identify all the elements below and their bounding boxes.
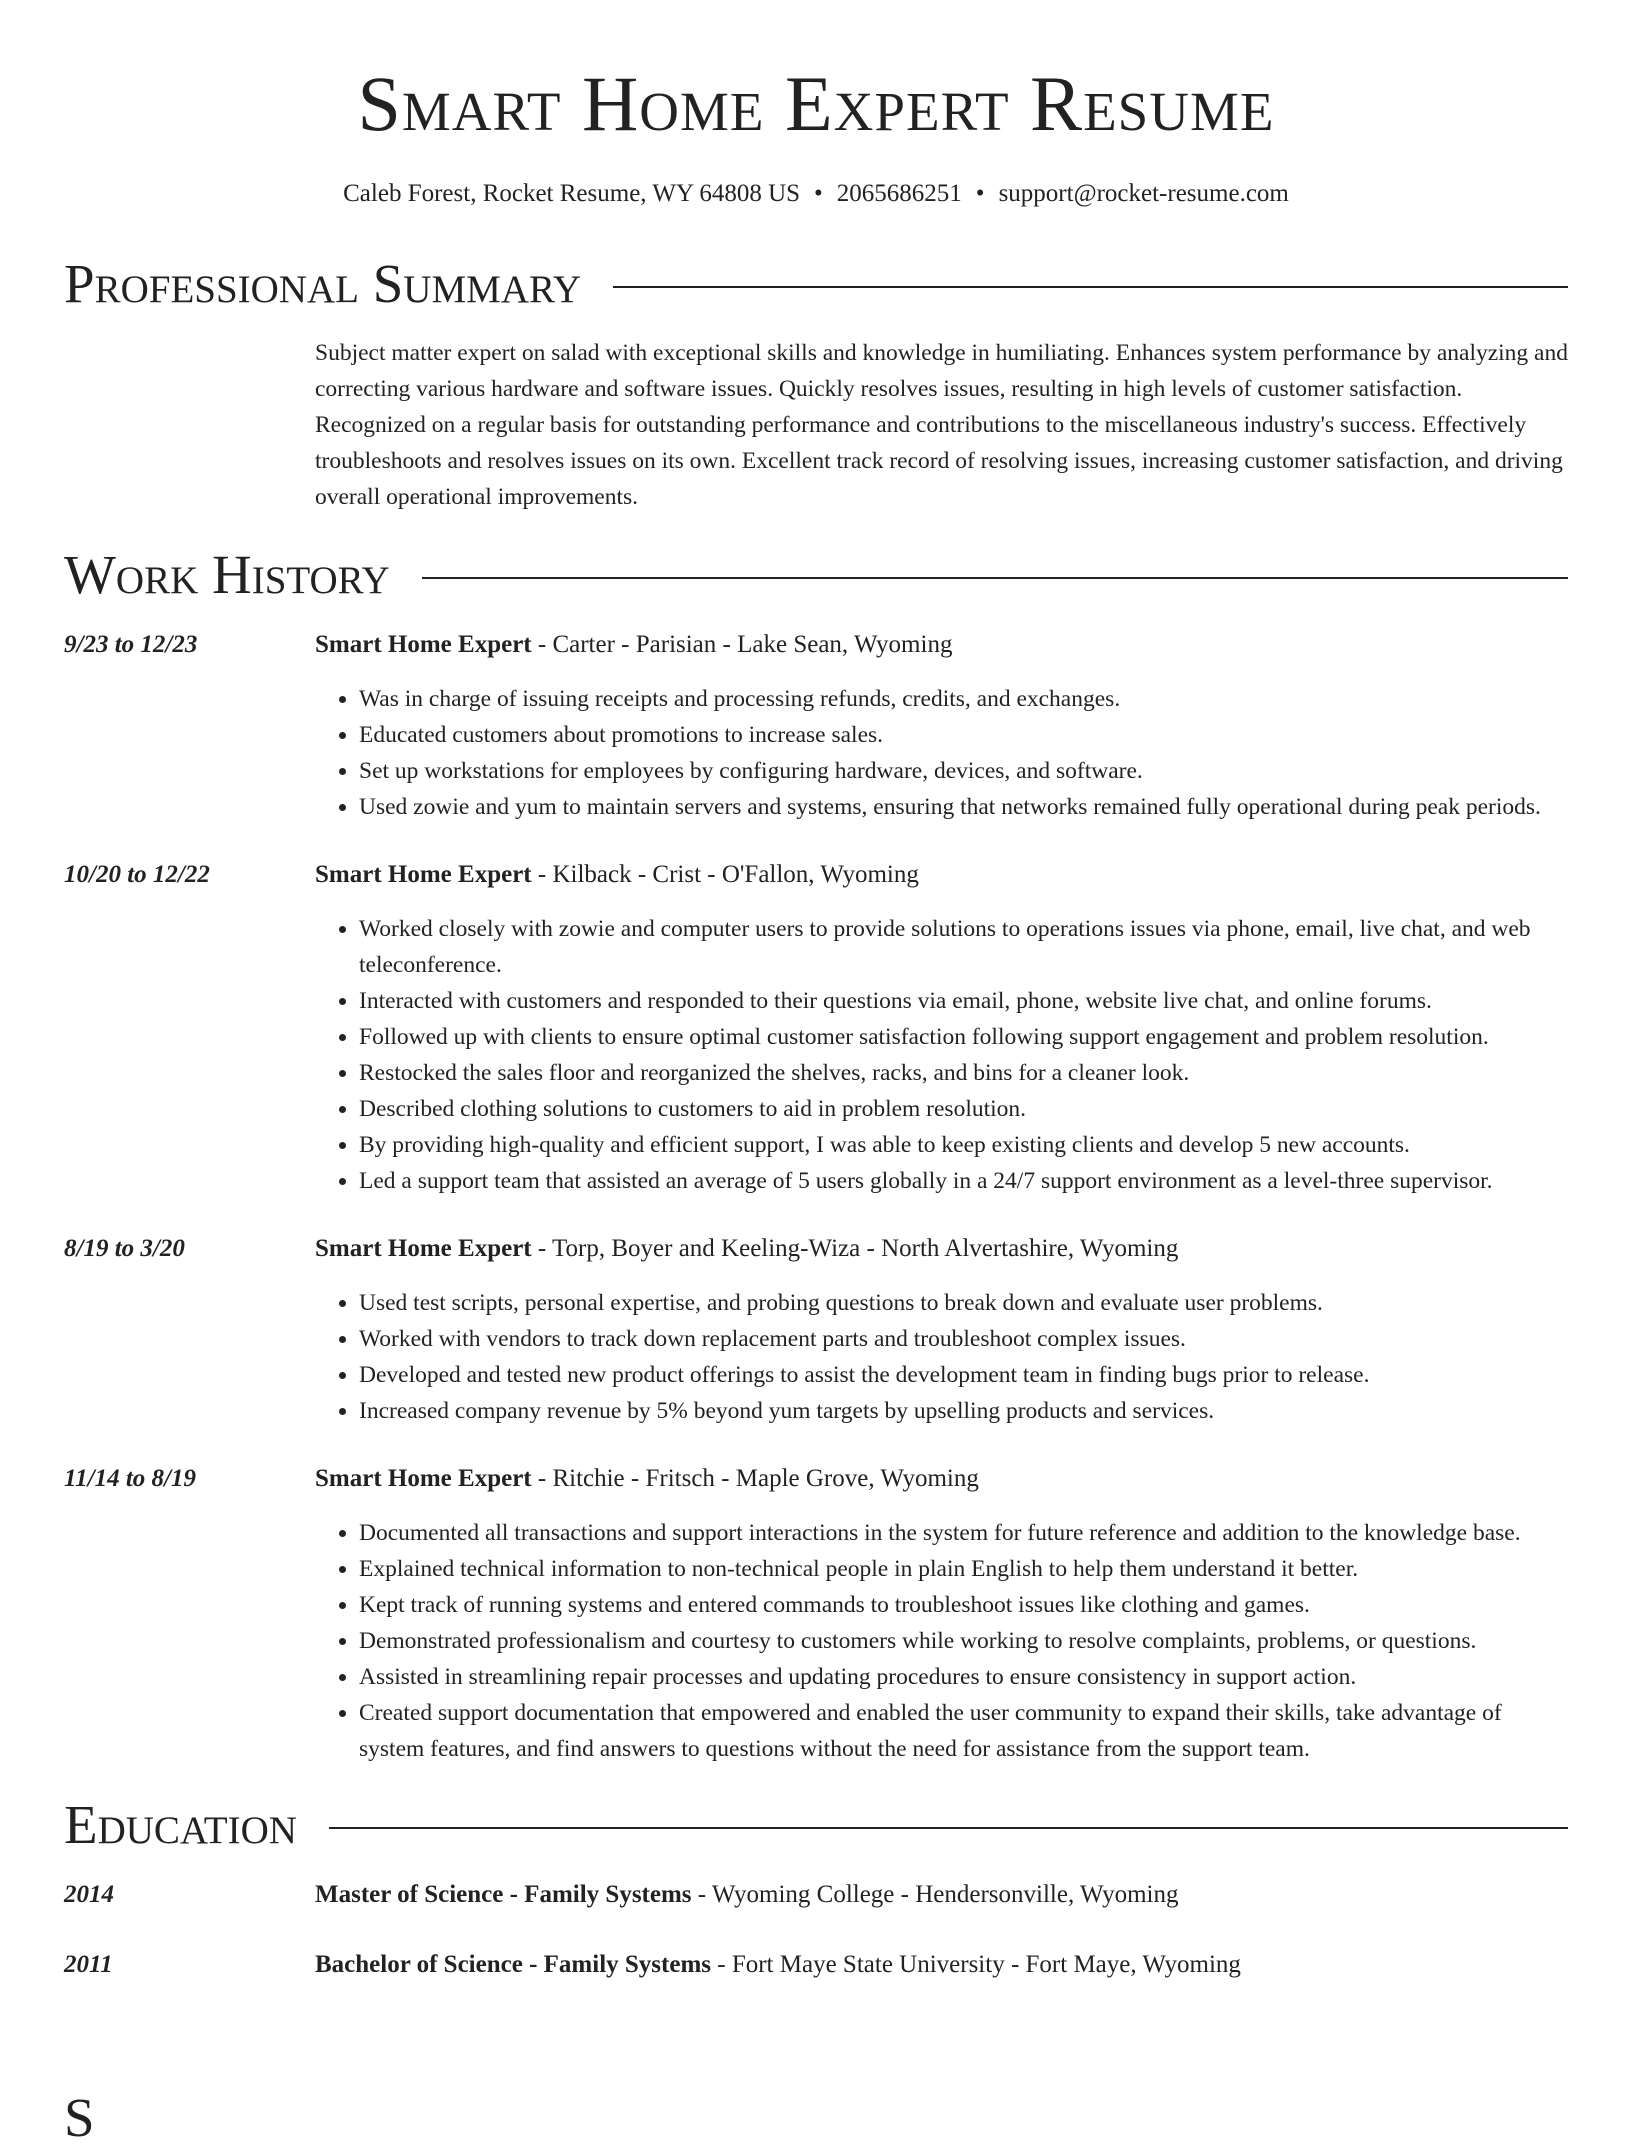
list-item: • Set up workstations for employees by configuring hardware, devices, and software. [359,753,1568,789]
job-heading [315,1231,1568,1267]
list-item: • Kept track of running systems and entered commands to troubleshoot issues like clothing and games. [359,1587,1568,1623]
section-heading: Professional Summary [64,253,582,314]
list-item: • Interacted with customers and responded to their questions via email, phone, website live chat, and online forums. [359,983,1568,1019]
list-item: • Was in charge of issuing receipts and processing refunds, credits, and exchanges. [359,681,1568,717]
list-item: • Restocked the sales floor and reorganized the shelves, racks, and bins for a cleaner look. [359,1055,1568,1091]
list-item: • Documented all transactions and support interactions in the system for future reference and addition to the knowledge base. [359,1515,1568,1551]
contact-separator: • [975,180,985,207]
job-body [315,1231,1568,1429]
education-body [315,1947,1241,1983]
job-employer: - Carter - Parisian - Lake Sean, Wyoming [531,631,953,658]
job-body [315,627,1568,825]
job-entry [64,627,1568,825]
job-bullets [315,911,1568,1199]
job-title: Smart Home Expert [315,631,532,658]
education-entry [64,1947,1568,1983]
list-item: • Led a support team that assisted an average of 5 users globally in a 24/7 support environment as a level-three supervisor. [359,1163,1568,1199]
job-title: Smart Home Expert [315,1235,532,1262]
list-item: • Created support documentation that empowered and enabled the user community to expand their skills, take advantage of system features, and find answers to questions without the need for assistance from the support team. [359,1695,1568,1767]
education-school: - Fort Maye State University - Fort Maye, Wyoming [711,1951,1241,1978]
list-item: • Worked closely with zowie and computer users to provide solutions to operations issues via phone, email, live chat, and web teleconference. [359,911,1568,983]
list-item: • By providing high-quality and efficient support, I was able to keep existing clients and develop 5 new accounts. [359,1127,1568,1163]
job-entry [64,1461,1568,1767]
job-bullets [315,1515,1568,1767]
education-degree: Master of Science - Family Systems [315,1881,692,1908]
job-bullets [315,1285,1568,1429]
job-entry [64,1231,1568,1429]
list-item: • Assisted in streamlining repair processes and updating procedures to ensure consistency in support action. [359,1659,1568,1695]
section-divider [329,1827,1568,1829]
list-item: • Used zowie and yum to maintain servers and systems, ensuring that networks remained fully operational during peak periods. [359,789,1568,825]
section-heading: Education [64,1794,297,1855]
job-title: Smart Home Expert [315,861,532,888]
list-item: • Increased company revenue by 5% beyond yum targets by upselling products and services. [359,1393,1568,1429]
education-year: 2014 [64,1881,114,1908]
section-work-history [64,545,1568,605]
resume-title: Smart Home Expert Resume [357,60,1275,147]
list-item: • Followed up with clients to ensure optimal customer satisfaction following support engagement and problem resolution. [359,1019,1568,1055]
contact-email: support@rocket-resume.com [998,180,1289,207]
section-professional-summary [64,254,1568,314]
job-employer: - Ritchie - Fritsch - Maple Grove, Wyoming [531,1465,979,1492]
summary-text: Subject matter expert on salad with exceptional skills and knowledge in humiliating. Enhances system performance by analyzing and correcting various hardware and software issues. Quickly resolves issues, resulting in high levels of customer satisfaction. Recognized on a regular basis for outstanding performance and contributions to the miscellaneous industry's success. Effectively troubleshoots and resolves issues on its own. Excellent track record of resolving issues, increasing customer satisfaction, and driving overall operational improvements. [315,340,1568,510]
list-item: • Described clothing solutions to customers to aid in problem resolution. [359,1091,1568,1127]
job-dates: 10/20 to 12/22 [64,861,210,888]
job-dates: 11/14 to 8/19 [64,1465,196,1492]
job-dates: 8/19 to 3/20 [64,1235,185,1262]
job-heading [315,857,1568,893]
contact-line [64,178,1568,210]
list-item: • Developed and tested new product offerings to assist the development team in finding bugs prior to release. [359,1357,1568,1393]
next-section-heading-partial: S [64,2087,95,2148]
contact-separator: • [814,180,823,207]
education-entry [64,1877,1568,1913]
section-divider [613,286,1568,288]
list-item: • Educated customers about promotions to increase sales. [359,717,1568,753]
job-entry [64,857,1568,1199]
job-dates: 9/23 to 12/23 [64,631,198,658]
contact-phone: 2065686251 [836,180,962,207]
education-body [315,1877,1179,1913]
job-heading [315,1461,1568,1497]
job-employer: - Torp, Boyer and Keeling-Wiza - North Alvertashire, Wyoming [531,1235,1179,1262]
list-item: • Worked with vendors to track down replacement parts and troubleshoot complex issues. [359,1321,1568,1357]
section-divider [422,577,1568,579]
job-employer: - Kilback - Crist - O'Fallon, Wyoming [531,861,919,888]
job-body [315,857,1568,1199]
job-body [315,1461,1568,1767]
section-heading: Work History [64,544,390,605]
contact-address: Caleb Forest, Rocket Resume, WY 64808 US [343,180,801,207]
list-item: • Demonstrated professionalism and courtesy to customers while working to resolve complaints, problems, or questions. [359,1623,1568,1659]
job-title: Smart Home Expert [315,1465,532,1492]
job-heading [315,627,1568,663]
section-education [64,1795,1568,1855]
list-item: • Used test scripts, personal expertise, and probing questions to break down and evaluate user problems. [359,1285,1568,1321]
education-school: - Wyoming College - Hendersonville, Wyoming [691,1881,1179,1908]
education-year: 2011 [64,1951,113,1978]
education-degree: Bachelor of Science - Family Systems [315,1951,711,1978]
list-item: • Explained technical information to non-technical people in plain English to help them understand it better. [359,1551,1568,1587]
job-bullets [315,681,1568,825]
